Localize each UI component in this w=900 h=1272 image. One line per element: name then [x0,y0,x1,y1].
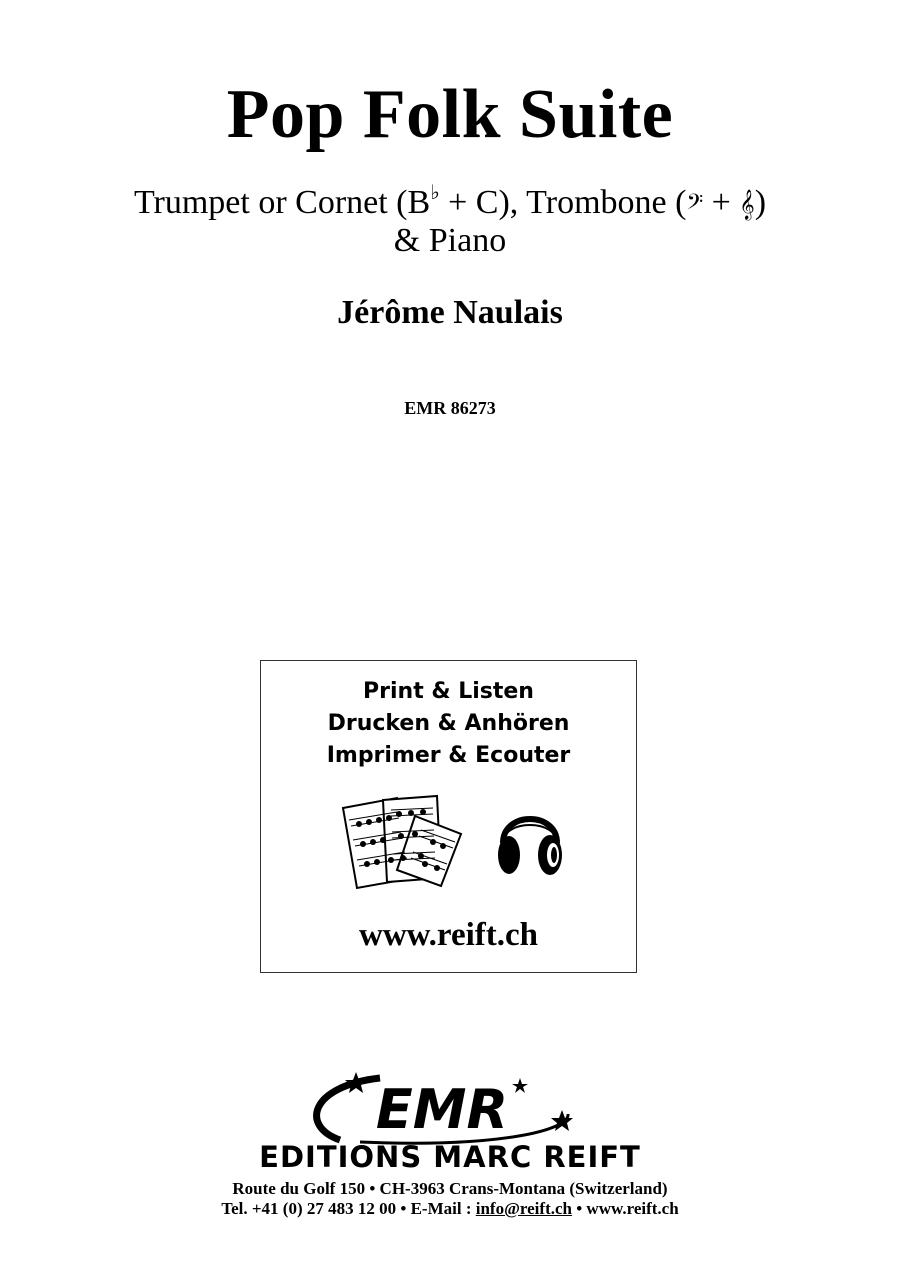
logo-text: EMR [375,1078,509,1141]
catalog-number: EMR 86273 [404,398,496,418]
flat-symbol: ♭ [430,182,440,204]
promo-line-french: Imprimer & Ecouter [326,743,571,768]
sheet-music-icon [337,794,471,890]
promo-line-english: Print & Listen [363,679,534,704]
instrumentation-text: + C), Trombone ( [439,184,687,221]
instrumentation-line-1 [0,184,900,224]
headphones-icon [495,799,565,881]
instrumentation-text: Trumpet or Cornet (B [133,184,431,221]
plus-sign: + [703,184,740,221]
page-title: Pop Folk Suite [226,76,674,153]
publisher-phone: Tel. +41 (0) 27 483 12 00 • E-Mail : [221,1199,476,1218]
instrumentation-text: ) [754,184,767,221]
composer-name: Jérôme Naulais [337,294,563,331]
bass-clef-icon: 𝄢 [686,190,704,220]
publisher-address: Route du Golf 150 • CH-3963 Crans-Montana (Switzerland) [232,1179,668,1198]
treble-clef-icon: 𝄞 [739,190,755,220]
publisher-name: EDITIONS MARC REIFT [259,1140,641,1174]
emr-logo [300,1068,590,1146]
instrumentation-line-2: & Piano [393,222,507,259]
promo-line-german: Drucken & Anhören [327,711,570,736]
print-listen-box[interactable] [260,660,637,973]
promo-website-link[interactable]: www.reift.ch [358,917,539,953]
email-link[interactable]: info@reift.ch [475,1199,572,1218]
publisher-website[interactable]: • www.reift.ch [571,1199,679,1218]
publisher-contact [0,1198,900,1220]
